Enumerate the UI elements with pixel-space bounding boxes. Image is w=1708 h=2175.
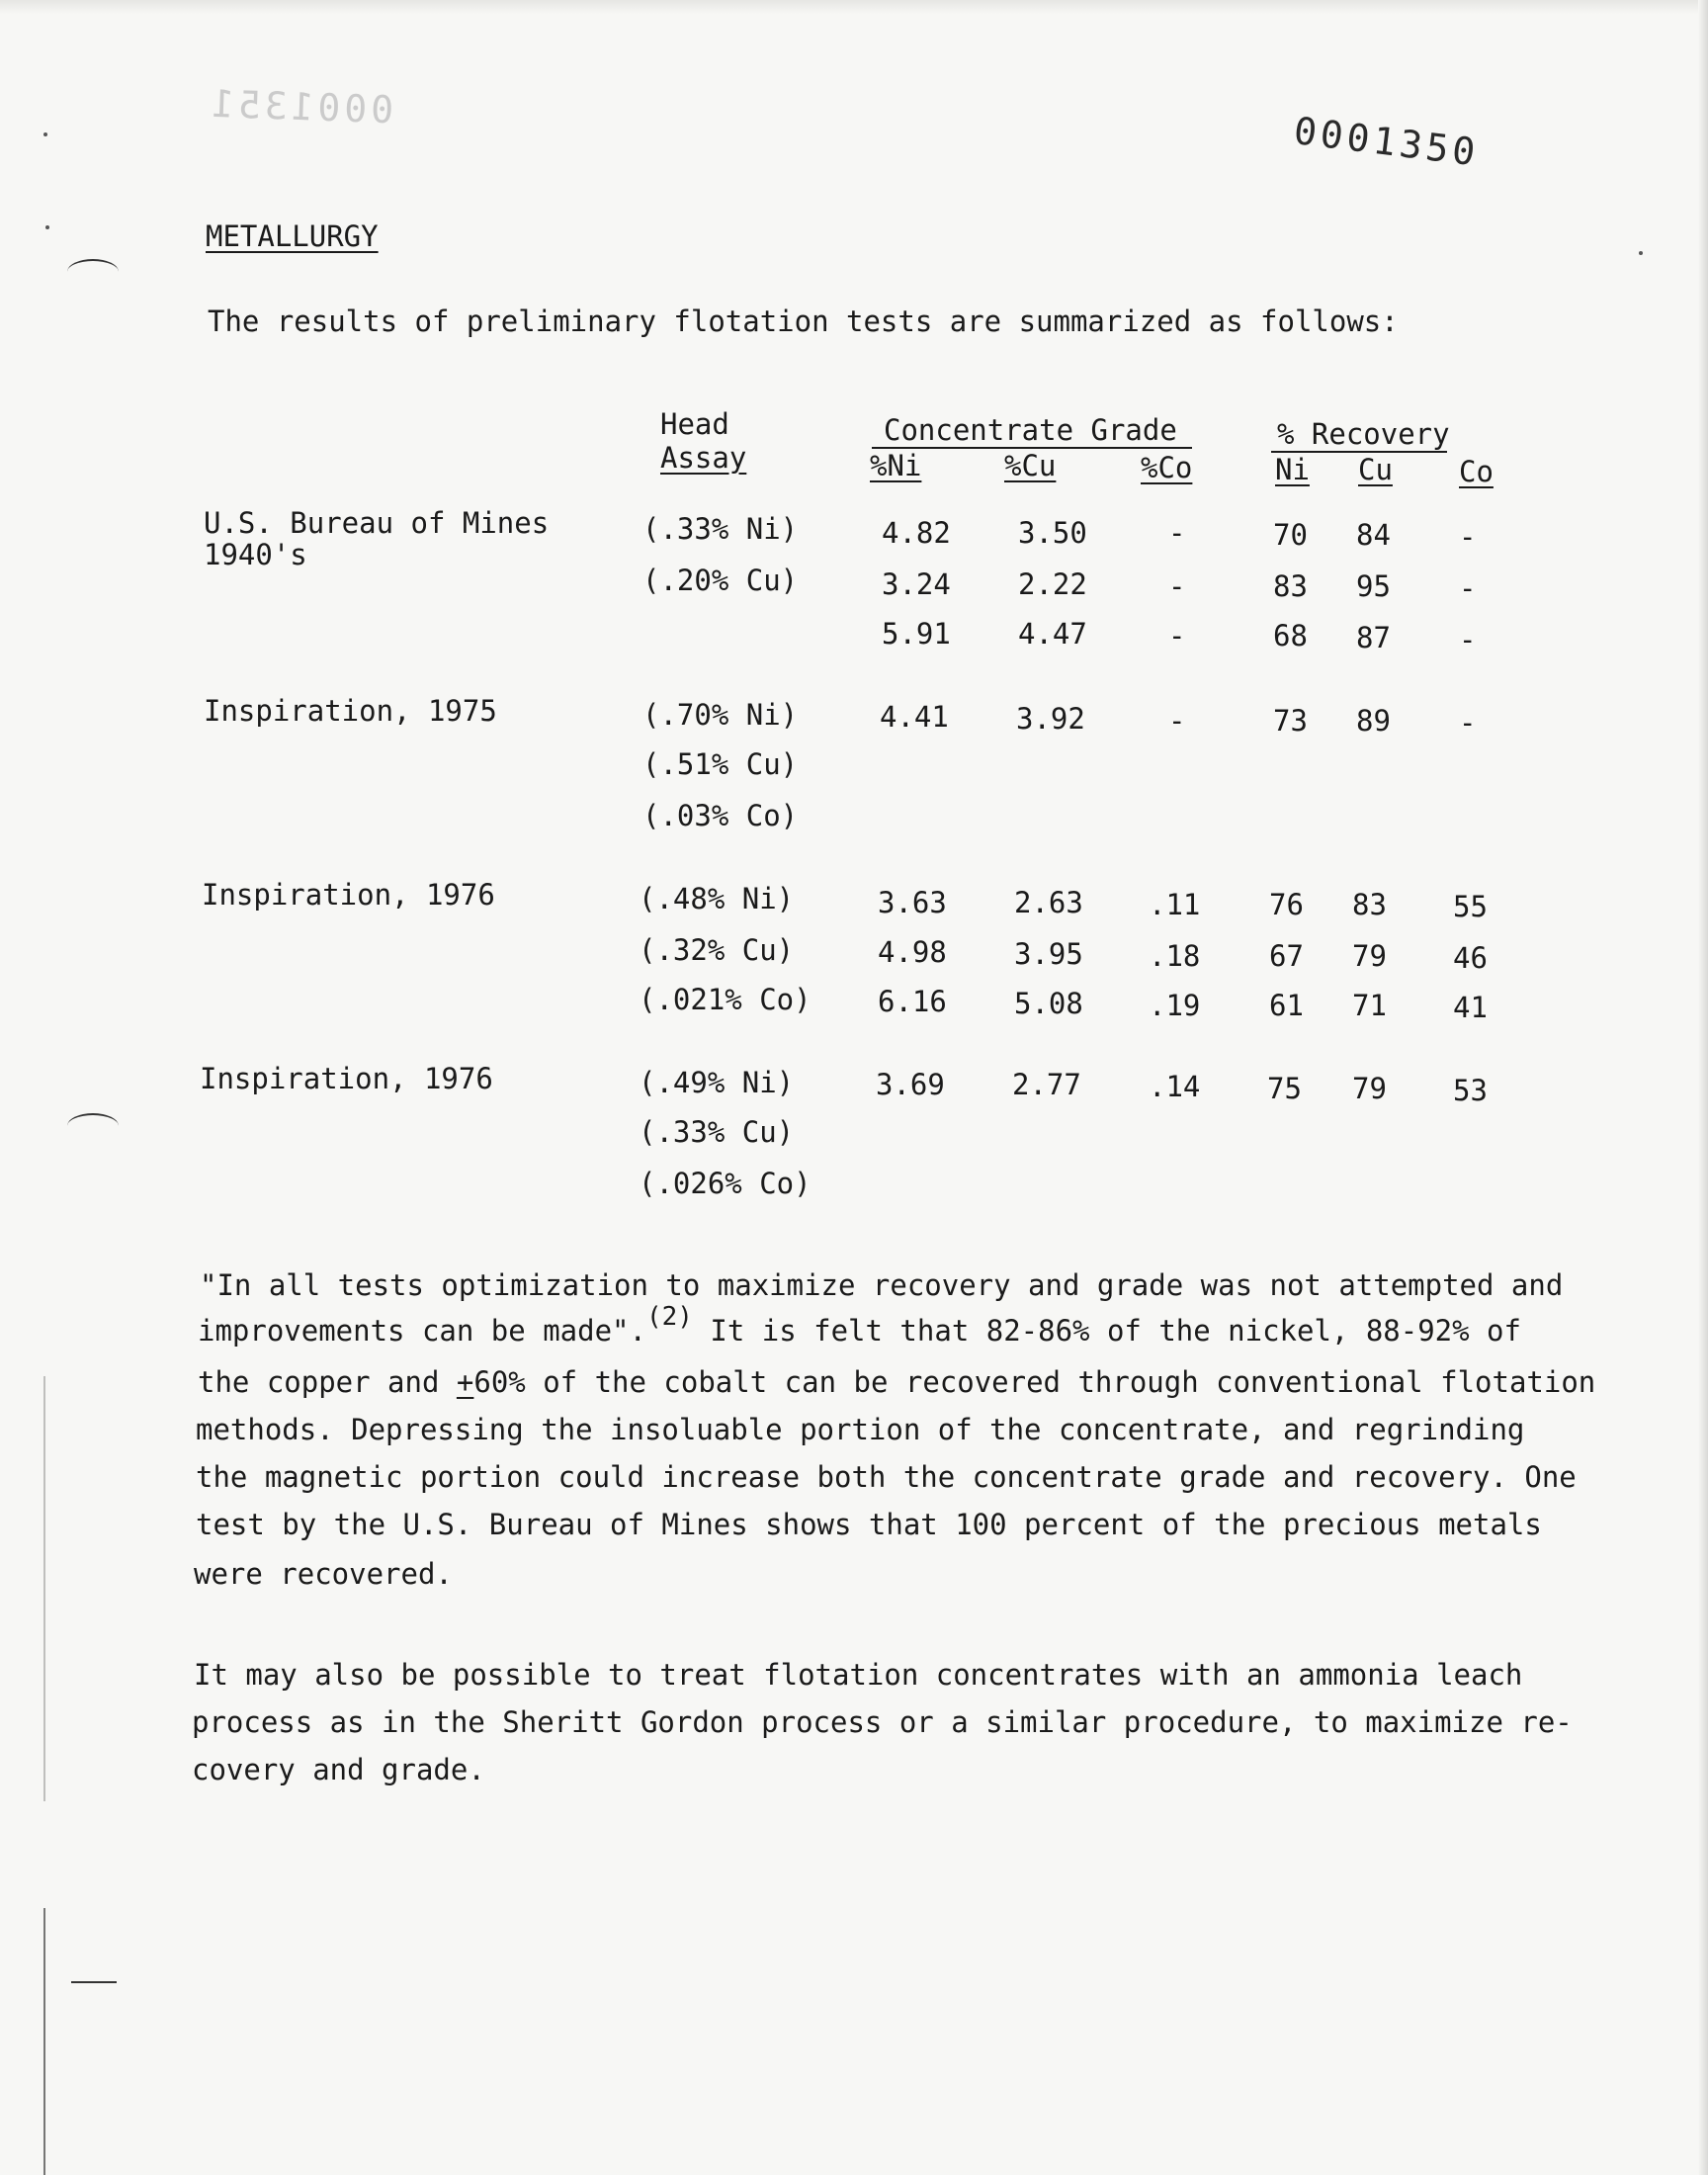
doc-number-stamp: 0001350 <box>1291 109 1482 175</box>
cell-rec-co: 41 <box>1453 991 1488 1024</box>
paragraph-line: process as in the Sheritt Gordon process or a similar procedure, to maximize re- <box>192 1705 1573 1739</box>
header-head: Head <box>660 407 729 441</box>
paragraph-line: methods. Depressing the insoluable portion of the concentrate, and regrinding <box>196 1413 1525 1446</box>
cell-ni: 3.69 <box>876 1068 945 1101</box>
cell-co: .11 <box>1149 888 1201 921</box>
margin-tick-mark <box>71 1981 117 1993</box>
cell-rec-co: 55 <box>1453 890 1488 923</box>
paragraph-line: test by the U.S. Bureau of Mines shows that 100 percent of the precious metals <box>196 1508 1542 1541</box>
cell-co: - <box>1168 516 1186 550</box>
source-label: Inspiration, 1976 <box>200 1062 493 1095</box>
cell-rec-cu: 84 <box>1356 518 1391 552</box>
source-label: Inspiration, 1975 <box>204 694 497 728</box>
paragraph-text: improvements can be made". <box>198 1314 646 1348</box>
cell-ni: 3.24 <box>882 567 951 601</box>
paragraph-line: were recovered. <box>194 1557 453 1591</box>
cell-rec-co: 53 <box>1453 1074 1488 1107</box>
header-pct-co: %Co <box>1141 451 1193 484</box>
paragraph-line <box>198 1365 1596 1399</box>
header-assay: Assay <box>660 441 747 475</box>
margin-tick-mark <box>67 259 119 285</box>
paragraph-text: 60% of the cobalt can be recovered through conventional flotation <box>473 1365 1596 1399</box>
cell-rec-ni: 68 <box>1273 619 1308 652</box>
margin-line <box>43 1376 45 1801</box>
head-assay-value: (.48% Ni) <box>639 882 795 915</box>
head-assay-value: (.33% Cu) <box>639 1115 795 1149</box>
head-assay-value: (.51% Cu) <box>642 747 799 781</box>
header-pct-ni: %Ni <box>870 449 922 482</box>
cell-rec-ni: 76 <box>1269 888 1304 921</box>
cell-co: - <box>1168 569 1186 603</box>
speck <box>45 225 49 229</box>
head-assay-value: (.70% Ni) <box>642 698 799 732</box>
cell-co: - <box>1168 704 1186 738</box>
intro-text: The results of preliminary flotation tests are summarized as follows: <box>208 304 1399 338</box>
cell-cu: 2.77 <box>1012 1068 1081 1101</box>
page-edge-top <box>0 0 1708 14</box>
cell-rec-co: 46 <box>1453 941 1488 975</box>
footnote-ref: (2) <box>645 1302 693 1332</box>
header-rec-cu: Cu <box>1358 453 1393 486</box>
cell-rec-cu: 79 <box>1352 939 1387 973</box>
cell-ni: 5.91 <box>882 617 951 651</box>
speck <box>1639 251 1643 255</box>
section-heading: METALLURGY <box>206 219 379 253</box>
cell-cu: 3.92 <box>1016 702 1085 736</box>
cell-co: - <box>1168 619 1186 652</box>
cell-rec-cu: 87 <box>1356 621 1391 654</box>
margin-tick-mark <box>67 1113 119 1139</box>
head-assay-value: (.021% Co) <box>639 983 811 1016</box>
cell-ni: 4.98 <box>878 935 947 969</box>
cell-rec-ni: 75 <box>1267 1072 1302 1105</box>
cell-rec-cu: 71 <box>1352 989 1387 1022</box>
cell-ni: 6.16 <box>878 985 947 1018</box>
cell-ni: 4.41 <box>880 700 949 734</box>
header-rec-ni: Ni <box>1275 453 1310 486</box>
paragraph-line: covery and grade. <box>192 1753 485 1786</box>
cell-rec-cu: 79 <box>1352 1072 1387 1105</box>
cell-cu: 5.08 <box>1014 987 1083 1020</box>
cell-cu: 3.95 <box>1014 937 1083 971</box>
head-assay-value: (.32% Cu) <box>639 933 795 967</box>
cell-cu: 2.63 <box>1014 886 1083 919</box>
page-edge-right <box>1698 0 1708 2175</box>
head-assay-value: (.20% Cu) <box>642 564 799 597</box>
cell-rec-co: - <box>1459 706 1477 740</box>
cell-co: .19 <box>1149 989 1201 1022</box>
head-assay-value: (.33% Ni) <box>642 512 799 546</box>
source-label-line2: 1940's <box>204 538 307 571</box>
header-concentrate-grade: Concentrate Grade <box>884 413 1177 447</box>
head-assay-value: (.49% Ni) <box>639 1066 795 1099</box>
head-assay-value: (.03% Co) <box>642 799 799 832</box>
header-rec-co: Co <box>1459 455 1494 488</box>
margin-line <box>43 1908 45 2175</box>
source-label: Inspiration, 1976 <box>202 878 495 912</box>
ghost-doc-number: 0001351 <box>207 81 394 132</box>
cell-rec-cu: 95 <box>1356 569 1391 603</box>
cell-ni: 3.63 <box>878 886 947 919</box>
cell-rec-co: - <box>1459 623 1477 656</box>
paragraph-line <box>198 1302 1521 1348</box>
cell-cu: 2.22 <box>1018 567 1087 601</box>
cell-cu: 3.50 <box>1018 516 1087 550</box>
cell-rec-ni: 67 <box>1269 939 1304 973</box>
head-assay-value: (.026% Co) <box>639 1167 811 1200</box>
cell-cu: 4.47 <box>1018 617 1087 651</box>
cell-rec-co: - <box>1459 571 1477 605</box>
cell-rec-cu: 83 <box>1352 888 1387 921</box>
source-label: U.S. Bureau of Mines <box>204 506 550 540</box>
cell-rec-ni: 83 <box>1273 569 1308 603</box>
cell-rec-co: - <box>1459 520 1477 554</box>
paragraph-text: It is felt that 82-86% of the nickel, 88-92% of <box>692 1314 1521 1348</box>
paragraph-text: the copper and <box>198 1365 457 1399</box>
paragraph-line: the magnetic portion could increase both the concentrate grade and recovery. One <box>196 1460 1577 1494</box>
cell-rec-ni: 61 <box>1269 989 1304 1022</box>
paragraph-line: It may also be possible to treat flotation concentrates with an ammonia leach <box>194 1658 1523 1692</box>
speck <box>43 132 47 136</box>
cell-rec-ni: 70 <box>1273 518 1308 552</box>
plus-minus-sign: + <box>456 1365 474 1399</box>
cell-co: .14 <box>1149 1070 1201 1103</box>
paragraph-line: "In all tests optimization to maximize recovery and grade was not attempted and <box>200 1268 1564 1302</box>
cell-rec-cu: 89 <box>1356 704 1391 738</box>
header-recovery: % Recovery <box>1277 417 1450 451</box>
cell-ni: 4.82 <box>882 516 951 550</box>
cell-rec-ni: 73 <box>1273 704 1308 738</box>
header-pct-cu: %Cu <box>1004 449 1057 482</box>
cell-co: .18 <box>1149 939 1201 973</box>
